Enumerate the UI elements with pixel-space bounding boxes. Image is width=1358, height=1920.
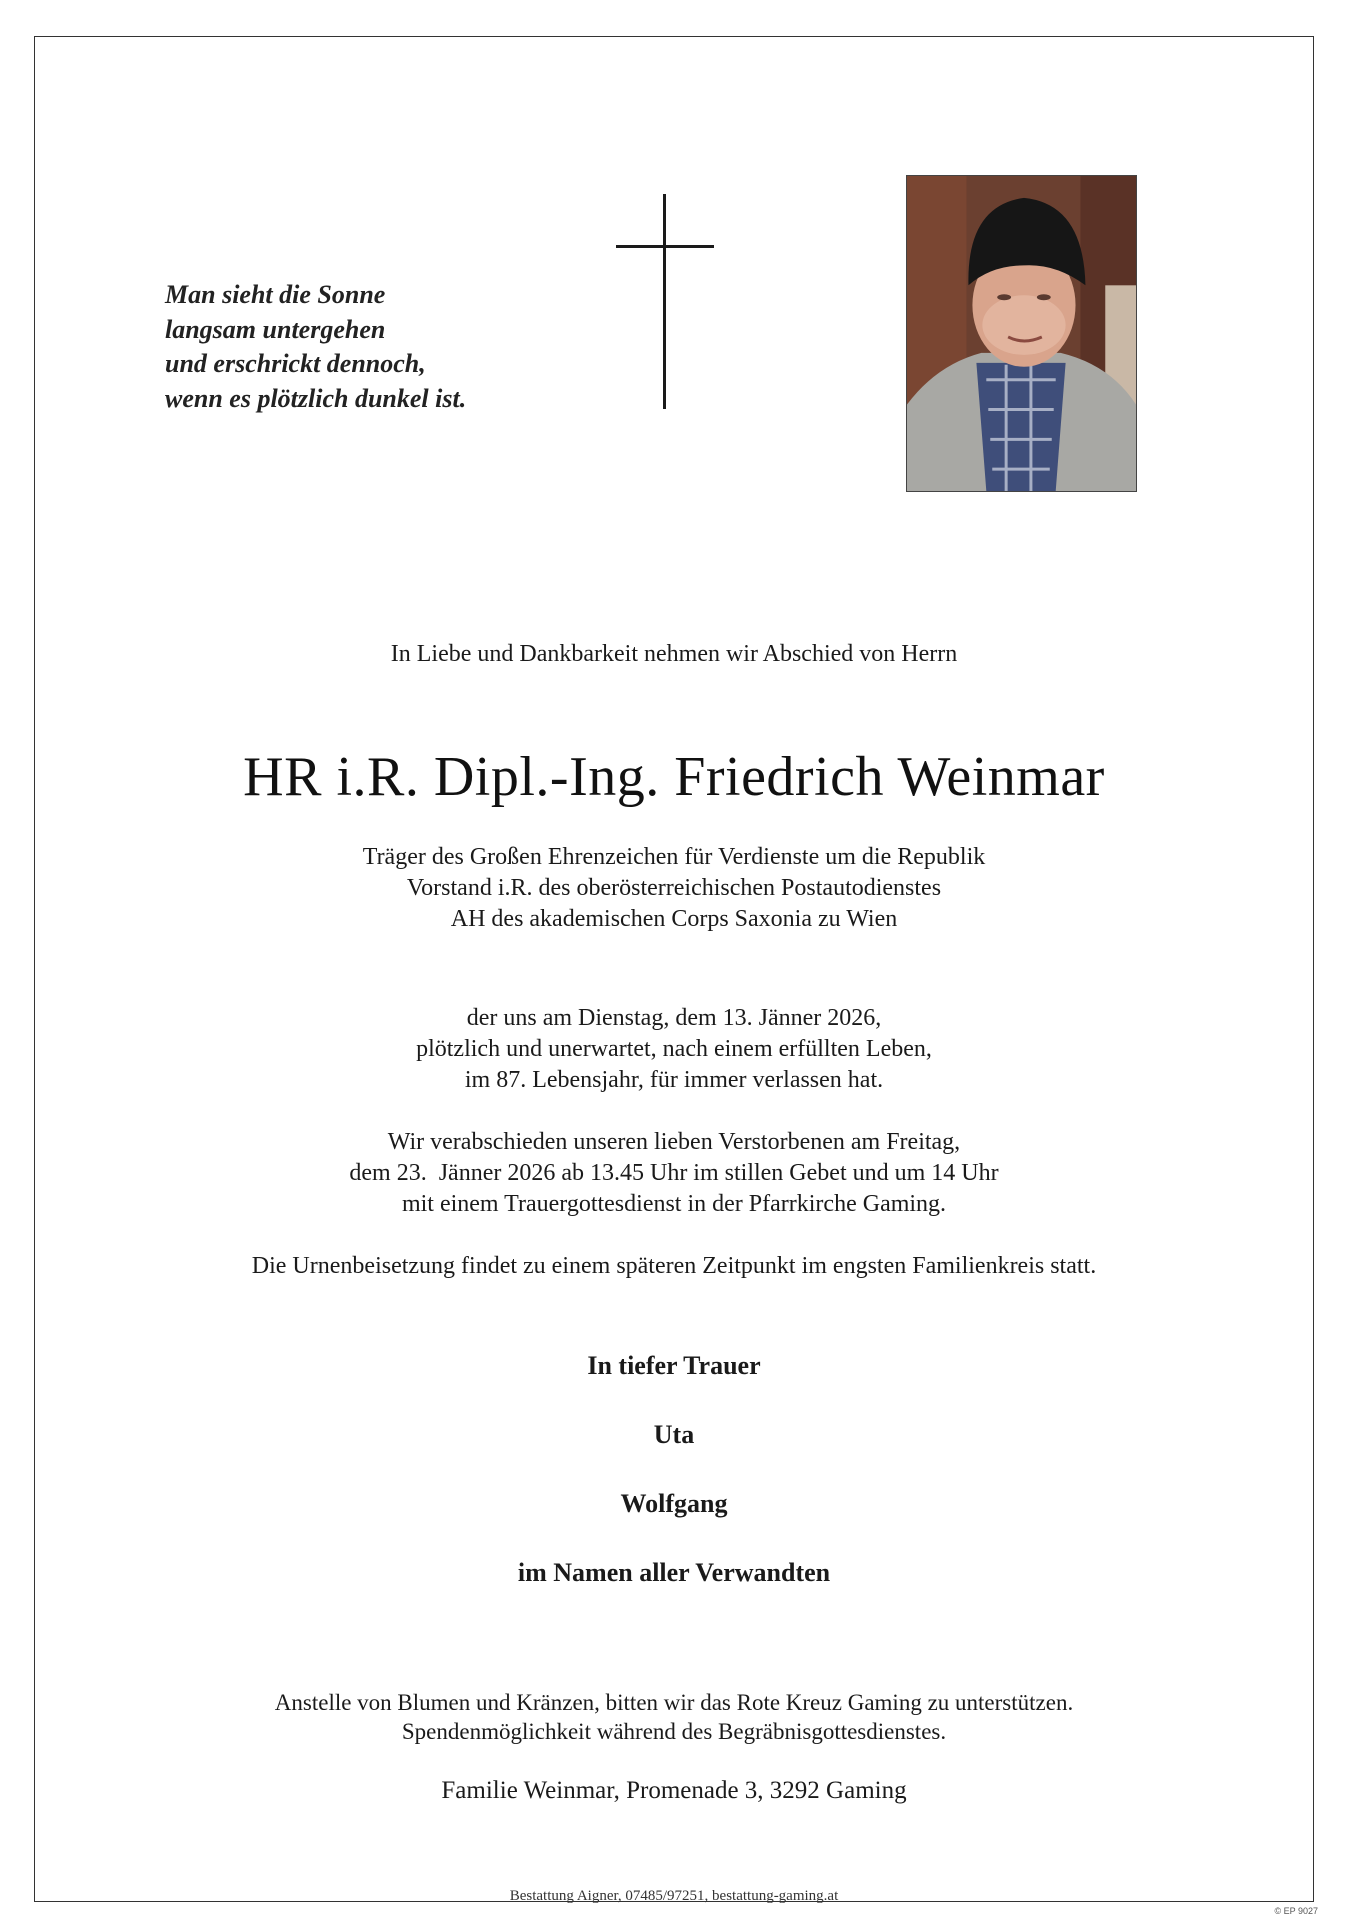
mourning-heading: In tiefer Trauer xyxy=(587,1351,761,1380)
cross-icon xyxy=(614,194,714,409)
death-notice-line: der uns am Dienstag, dem 13. Jänner 2026, xyxy=(466,1005,882,1031)
urn-burial-notice: Die Urnenbeisetzung findet zu einem späteren Zeitpunkt im engsten Familienkreis statt. xyxy=(251,1253,1097,1279)
quote-line: langsam untergehen xyxy=(165,314,386,344)
honor-line: Vorstand i.R. des oberösterreichischen Postautodienstes xyxy=(406,875,942,901)
donation-request xyxy=(34,1688,1314,1746)
family-address: Familie Weinmar, Promenade 3, 3292 Gaming xyxy=(441,1777,907,1804)
mourners-closing: im Namen aller Verwandten xyxy=(517,1558,831,1587)
funeral-details xyxy=(34,1127,1314,1220)
death-notice-line: im 87. Lebensjahr, für immer verlassen hat. xyxy=(464,1067,884,1093)
death-notice xyxy=(34,1003,1314,1096)
quote-line: Man sieht die Sonne xyxy=(165,280,386,309)
mourner-name: Uta xyxy=(653,1420,695,1449)
donation-line: Anstelle von Blumen und Kränzen, bitten wir das Rote Kreuz Gaming zu unterstützen. xyxy=(274,1690,1074,1715)
funeral-home-footer: Bestattung Aigner, 07485/97251, bestattung-gaming.at xyxy=(509,1888,839,1904)
quote-line: wenn es plötzlich dunkel ist. xyxy=(165,383,467,413)
donation-line: Spendenmöglichkeit während des Begräbnisgottesdienstes. xyxy=(401,1719,947,1744)
mourner-name: Wolfgang xyxy=(620,1489,728,1518)
funeral-line: dem 23. Jänner 2026 ab 13.45 Uhr im stillen Gebet und um 14 Uhr xyxy=(349,1160,999,1186)
death-notice-line: plötzlich und unerwartet, nach einem erfüllten Leben, xyxy=(416,1036,932,1062)
funeral-line: Wir verabschieden unseren lieben Verstorbenen am Freitag, xyxy=(387,1129,961,1155)
memorial-quote xyxy=(165,278,585,416)
print-code: © EP 9027 xyxy=(1274,1906,1318,1916)
deceased-name: HR i.R. Dipl.-Ing. Friedrich Weinmar xyxy=(243,746,1105,808)
portrait-photo xyxy=(906,175,1137,492)
farewell-intro: In Liebe und Dankbarkeit nehmen wir Abschied von Herrn xyxy=(390,641,958,667)
funeral-line: mit einem Trauergottesdienst in der Pfarrkirche Gaming. xyxy=(401,1191,947,1217)
quote-line: und erschrickt dennoch, xyxy=(165,349,426,378)
honors-list xyxy=(34,842,1314,935)
honor-line: Träger des Großen Ehrenzeichen für Verdienste um die Republik xyxy=(362,844,986,870)
honor-line: AH des akademischen Corps Saxonia zu Wien xyxy=(450,906,898,932)
